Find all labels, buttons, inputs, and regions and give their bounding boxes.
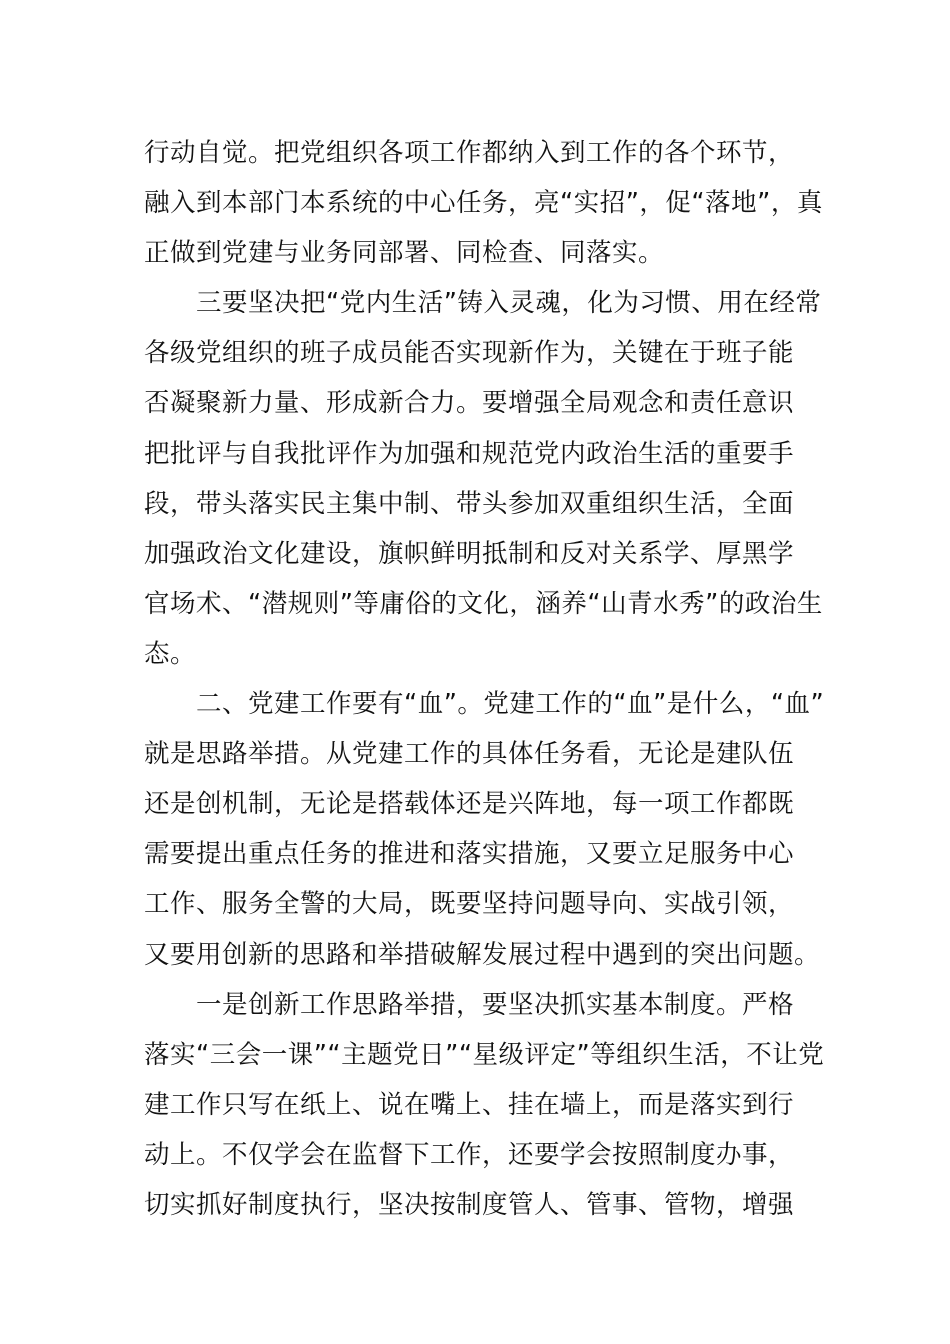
- text-line: 段，带头落实民主集中制、带头参加双重组织生活，全面: [144, 488, 795, 519]
- text-line: 就是思路举措。从党建工作的具体任务看，无论是建队伍: [144, 739, 795, 770]
- text-line: 动上。不仅学会在监督下工作，还要学会按照制度办事，: [144, 1139, 795, 1170]
- text-line: 需要提出重点任务的推进和落实措施，又要立足服务中心: [144, 839, 795, 870]
- paragraph-start-line: 二、党建工作要有“血”。党建工作的“血”是什么，“血”: [144, 689, 825, 720]
- text-line: 态。: [144, 638, 197, 669]
- document-body: [144, 128, 825, 1230]
- text-line: 工作、服务全警的大局，既要坚持问题导向、实战引领，: [144, 889, 795, 920]
- text-line: 融入到本部门本系统的中心任务，亮“实招”，促“落地”，真: [144, 188, 823, 219]
- text-line: 落实“三会一课”“主题党日”“星级评定”等组织生活，不让党: [144, 1039, 825, 1070]
- text-line: 切实抓好制度执行，坚决按制度管人、管事、管物，增强: [144, 1189, 795, 1220]
- text-line: 行动自觉。把党组织各项工作都纳入到工作的各个环节，: [144, 138, 795, 168]
- text-line: 加强政治文化建设，旗帜鲜明抵制和反对关系学、厚黑学: [144, 538, 795, 569]
- paragraph-start-line: 三要坚决把“党内生活”铸入灵魂，化为习惯、用在经常: [144, 288, 822, 319]
- text-line: 还是创机制，无论是搭载体还是兴阵地，每一项工作都既: [144, 789, 795, 820]
- text-line: 又要用创新的思路和举措破解发展过程中遇到的突出问题。: [144, 939, 821, 970]
- text-line: 把批评与自我批评作为加强和规范党内政治生活的重要手: [144, 438, 795, 469]
- text-line: 正做到党建与业务同部署、同检查、同落实。: [144, 238, 665, 269]
- text-line: 官场术、“潜规则”等庸俗的文化，涵养“山青水秀”的政治生: [144, 588, 823, 619]
- text-line: 各级党组织的班子成员能否实现新作为，关键在于班子能: [144, 338, 795, 369]
- paragraph-start-line: 一是创新工作思路举措，要坚决抓实基本制度。严格: [144, 989, 795, 1020]
- text-line: 建工作只写在纸上、说在嘴上、挂在墙上，而是落实到行: [144, 1089, 795, 1120]
- text-line: 否凝聚新力量、形成新合力。要增强全局观念和责任意识: [144, 388, 795, 419]
